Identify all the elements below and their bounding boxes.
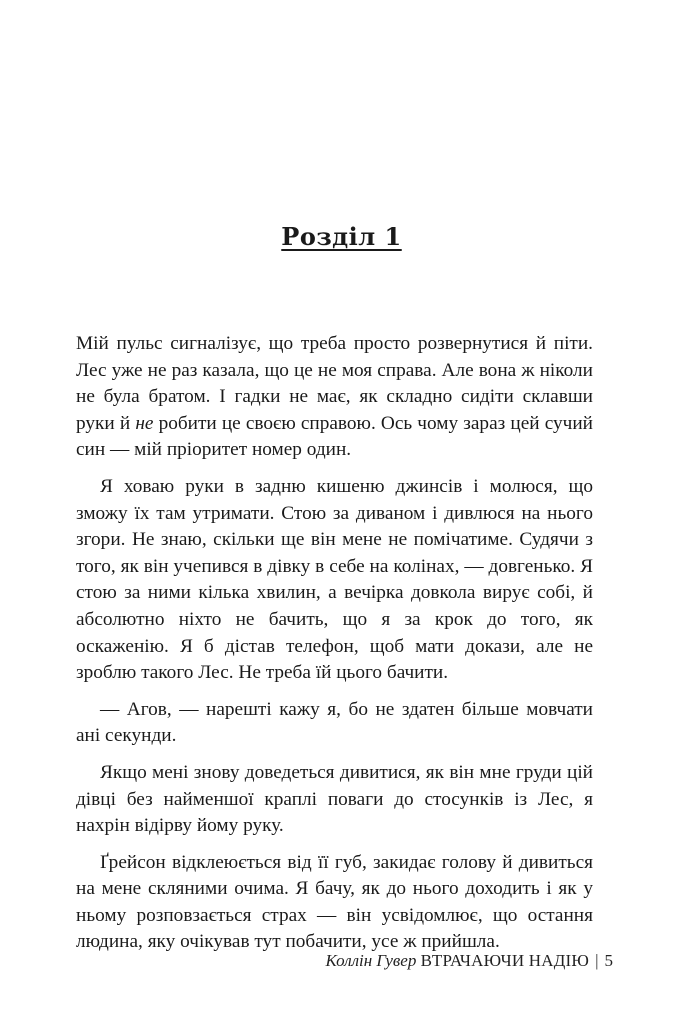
paragraph-text: Я ховаю руки в задню кишеню джинсів і молюся, що зможу їх там утримати. Стою за диваном і дивлюся на нього згори. Не знаю, скільки ще він мене не помічатиме. Судячи з того, як він учепився в дівку в себе на колінах, — довгенько. Я стою за ними кілька хвилин, а вечірка довкола вирує собі, й абсолютно ніхто не бачить, що я за крок до того, як оскаженію. Я б дістав телефон, щоб мати докази, але не зроблю такого Лес. Не треба їй цього бачити. [76,475,593,684]
paragraph-text: Мій пульс сигналізує, що треба просто розвернутися й піти. Лес уже не раз казала, що це не моя справа. Але вона ж ніколи не була братом. І гадки не має, як складно сидіти склавши руки й [76,333,593,434]
paragraph [76,760,593,840]
footer-separator: | [595,951,599,970]
chapter-title: Розділ 1 [281,222,402,251]
paragraph [76,697,593,750]
footer-book-title: ВТРАЧАЮЧИ НАДІЮ [420,951,590,970]
paragraph-text: Ґрейсон відклеюється від її губ, закидає голову й дивиться на мене скляними очима. Я бачу, як до нього доходить і як у ньому розповзається страх — він усвідомлює, що остання людина, яку очікував тут побачити, усе ж прийшла. [76,851,593,953]
paragraph-text: робити це своєю справою. Ось чому зараз цей сучий син — мій пріоритет номер один. [76,412,593,461]
footer-author: Коллін Гувер [325,951,417,970]
paragraph-text: — Агов, — нарешті кажу я, бо не здатен більше мовчати ані секунди. [76,698,593,747]
paragraph-emphasis: не [135,412,154,434]
paragraph [76,331,593,464]
paragraph [76,850,593,956]
page-number: 5 [604,951,613,970]
paragraph-text: Якщо мені знову доведеться дивитися, як він мне груди цій дівці без найменшої краплі поваги до стосунків із Лес, я нахрін відірву йому руку. [76,761,593,837]
running-footer [325,951,613,971]
paragraph [76,474,593,687]
chapter-body [76,331,593,956]
